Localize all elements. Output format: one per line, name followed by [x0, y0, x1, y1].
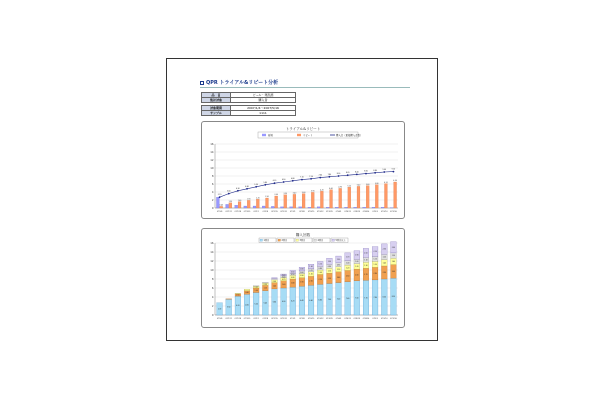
segment-data-label: 1.20: [346, 268, 350, 270]
segment-data-label: 1.10: [373, 259, 377, 261]
x-tick-label: 07/1/18: [234, 318, 242, 320]
cumulative-data-label: 6.50: [281, 180, 286, 181]
purchase-count-chart: [201, 228, 405, 328]
y-tick-label: 4: [211, 191, 214, 194]
cumulative-data-label: 8.40: [355, 172, 359, 174]
segment-data-label: 1.00: [254, 290, 258, 292]
segment-data-label: 6.40: [300, 301, 304, 303]
repeat-data-label: 3.60: [301, 192, 306, 194]
repeat-data-label: 1.60: [237, 200, 242, 202]
segment-data-label: 1.30: [364, 265, 368, 267]
trial-bar: [253, 206, 256, 208]
segment-data-label: 2.70: [217, 309, 222, 311]
segment-data-label: 4.60: [245, 305, 249, 307]
trial-bar: [280, 207, 283, 208]
stacked-segment: [262, 282, 268, 283]
legend-label: 3回目: [299, 239, 306, 242]
x-tick-label: 07/5/3: [372, 318, 378, 320]
x-tick-label: 07/3/1: [290, 318, 296, 320]
repeat-data-label: 1.90: [246, 199, 251, 201]
repeat-bar: [293, 194, 296, 208]
trial-bar: [345, 207, 348, 208]
legend-label: 新規: [268, 134, 273, 138]
cumulative-point: [310, 178, 312, 180]
chart-legend: [259, 238, 348, 243]
x-tick-label: 07/1/25: [243, 318, 251, 320]
segment-data-label: 2.20: [373, 252, 377, 254]
chart-legend: [258, 132, 362, 138]
repeat-bar: [275, 196, 278, 208]
x-tick-label: 07/1/25: [243, 211, 251, 213]
segment-data-label: 0.90: [300, 276, 304, 278]
segment-data-label: 7.70: [364, 298, 368, 300]
repeat-data-label: 6.10: [384, 182, 388, 184]
segment-data-label: 0.60: [272, 281, 277, 283]
report-title-text: QPR トライアル&リピート分析: [206, 80, 279, 86]
segment-data-label: 3.50: [227, 307, 231, 309]
segment-data-label: 0.80: [291, 277, 295, 279]
legend-swatch: [262, 134, 266, 136]
segment-data-label: 2.00: [309, 281, 313, 283]
repeat-bar: [256, 199, 259, 208]
segment-data-label: 6.80: [318, 300, 322, 302]
legend-label: 購入者（累積購入者数）: [336, 134, 363, 138]
repeat-bar: [375, 185, 378, 208]
report-page: [166, 58, 438, 341]
y-tick-label: 16: [210, 143, 214, 146]
legend-swatch: [314, 239, 317, 241]
segment-data-label: 0.60: [291, 272, 295, 274]
cumulative-point: [374, 172, 376, 174]
segment-data-label: 1.10: [336, 269, 341, 271]
segment-data-label: 2.90: [382, 273, 386, 275]
cumulative-data-label: 7.80: [327, 174, 332, 176]
stacked-segment: [272, 278, 278, 279]
cumulative-data-label: 7.10: [300, 177, 304, 179]
segment-data-label: 1.20: [263, 288, 267, 290]
x-tick-label: 07/3/1: [290, 211, 296, 213]
segment-data-label: 1.20: [382, 257, 386, 259]
report-title: [200, 79, 278, 86]
cumulative-data-label: 7.30: [309, 176, 313, 178]
cumulative-point: [228, 193, 230, 195]
y-tick-label: 0: [211, 314, 214, 317]
repeat-bar: [366, 186, 369, 208]
repeat-data-label: 3.00: [274, 195, 278, 197]
x-tick-label: 07/3/15: [307, 318, 315, 320]
y-tick-label: 12: [210, 159, 214, 162]
x-tick-label: 07/2/22: [280, 211, 287, 213]
legend-swatch: [260, 239, 263, 241]
cumulative-data-label: 8.60: [364, 171, 368, 173]
segment-data-label: 1.00: [318, 272, 322, 274]
cumulative-data-label: 2.70: [217, 195, 222, 197]
x-tick-label: 07/5/10: [381, 211, 388, 213]
stacked-segment: [272, 279, 278, 280]
segment-data-label: 1.10: [327, 271, 332, 273]
legend-label: リピート: [303, 134, 313, 138]
cumulative-point: [255, 186, 257, 188]
x-tick-label: 07/4/12: [344, 211, 351, 213]
segment-data-label: 1.00: [309, 274, 313, 276]
cumulative-point: [383, 171, 385, 173]
y-tick-label: 14: [210, 251, 214, 254]
x-tick-label: 07/2/15: [271, 318, 278, 320]
cumulative-point: [274, 182, 276, 184]
y-tick-label: 2: [211, 199, 214, 202]
chart-title: トライアル&リピート: [285, 127, 321, 131]
repeat-bar: [384, 184, 387, 208]
x-tick-label: 07/4/12: [344, 318, 351, 320]
x-tick-label: 07/4/19: [353, 211, 361, 213]
y-tick-label: 14: [210, 151, 214, 154]
x-tick-label: 07/1/11: [225, 318, 232, 320]
segment-data-label: 0.90: [327, 266, 332, 268]
cumulative-point: [301, 179, 303, 181]
segment-data-label: 7.00: [327, 299, 332, 301]
trial-bar: [335, 207, 338, 208]
segment-data-label: 7.20: [336, 299, 341, 301]
y-tick-label: 0: [211, 207, 214, 210]
x-tick-label: 07/5/16: [390, 318, 397, 320]
x-tick-label: 07/3/29: [326, 211, 333, 213]
trial-bar: [363, 207, 366, 208]
cumulative-point: [338, 175, 340, 177]
cumulative-point: [393, 171, 395, 173]
cumulative-data-label: 8.00: [336, 174, 341, 175]
segment-data-label: 7.60: [355, 298, 359, 300]
repeat-data-label: 4.60: [329, 188, 333, 190]
repeat-bar: [330, 190, 333, 208]
segment-data-label: 2.30: [382, 249, 386, 251]
x-tick-label: 07/4/26: [362, 211, 370, 213]
repeat-data-label: 2.20: [256, 198, 260, 200]
segment-data-label: 0.40: [281, 277, 286, 279]
repeat-data-label: 3.40: [292, 193, 297, 195]
repeat-data-label: 5.80: [375, 184, 379, 185]
trial-bar: [244, 206, 247, 208]
x-tick-label: 07/4/5: [335, 318, 342, 320]
info-value: 購入者: [231, 98, 296, 103]
repeat-data-label: 3.90: [310, 191, 315, 193]
cumulative-data-label: 3.60: [226, 191, 231, 193]
trial-bar: [372, 207, 375, 208]
segment-data-label: 2.00: [364, 253, 368, 255]
x-tick-label: 07/2/15: [271, 211, 278, 213]
segment-data-label: 6.60: [309, 300, 313, 302]
segment-data-label: 1.40: [391, 262, 396, 264]
segment-data-label: 6.20: [291, 301, 295, 303]
cumulative-point: [319, 177, 321, 179]
trial-bar: [308, 207, 311, 208]
segment-data-label: 0.50: [291, 274, 295, 276]
segment-data-label: 0.80: [318, 268, 322, 270]
y-tick-label: 10: [210, 269, 214, 272]
repeat-data-label: 6.50: [393, 181, 397, 183]
repeat-bar: [220, 206, 223, 208]
segment-data-label: 0.90: [336, 265, 341, 267]
segment-data-label: 0.70: [281, 279, 286, 281]
cumulative-point: [246, 188, 248, 190]
y-tick-label: 4: [211, 296, 214, 299]
trial-bar: [381, 207, 384, 208]
trial-bar: [354, 207, 357, 208]
info-key: サンプル: [202, 111, 231, 116]
repeat-data-label: 0.40: [219, 205, 224, 207]
trial-bar: [326, 207, 329, 208]
segment-data-label: 2.20: [318, 280, 322, 282]
y-tick-label: 8: [211, 278, 214, 281]
segment-data-label: 2.80: [373, 274, 377, 276]
trial-bar: [235, 205, 238, 208]
segment-data-label: 1.10: [364, 260, 368, 262]
segment-data-label: 6.00: [281, 302, 286, 304]
trial-bar: [271, 206, 274, 208]
x-tick-label: 07/1/4: [216, 211, 223, 213]
segment-data-label: 2.30: [327, 278, 332, 280]
trial-bar: [290, 207, 293, 208]
repeat-data-label: 5.40: [356, 185, 361, 187]
segment-data-label: 0.80: [300, 269, 304, 271]
repeat-data-label: 4.90: [338, 187, 342, 189]
cumulative-data-label: 5.30: [254, 184, 258, 186]
repeat-bar: [302, 194, 305, 208]
legend-label: 2回目: [281, 239, 288, 242]
x-tick-label: 07/3/22: [316, 318, 324, 320]
segment-data-label: 1.20: [391, 256, 396, 258]
legend-label: 1回目: [263, 239, 270, 242]
repeat-bar: [348, 187, 351, 208]
repeat-data-label: 5.60: [365, 184, 370, 186]
cumulative-point: [283, 181, 285, 183]
x-tick-label: 07/2/1: [253, 318, 259, 320]
repeat-data-label: 3.30: [283, 194, 288, 195]
repeat-bar: [247, 200, 250, 208]
cumulative-data-label: 8.20: [345, 173, 350, 175]
purchase-count-svg: [202, 229, 404, 327]
x-tick-label: 07/2/1: [253, 211, 259, 213]
segment-data-label: 2.60: [355, 275, 359, 277]
cumulative-point: [264, 184, 266, 186]
segment-data-label: 5.40: [263, 303, 267, 305]
x-tick-label: 07/3/15: [307, 211, 315, 213]
repeat-bar: [394, 182, 397, 208]
cumulative-data-label: 4.80: [245, 186, 249, 188]
y-tick-label: 16: [210, 242, 214, 245]
x-tick-label: 07/3/8: [299, 318, 305, 320]
cumulative-data-label: 7.60: [318, 175, 323, 177]
segment-data-label: 0.40: [281, 275, 286, 277]
x-tick-label: 07/1/4: [216, 318, 223, 320]
segment-data-label: 2.70: [364, 274, 368, 276]
x-tick-label: 07/3/22: [316, 211, 324, 213]
cumulative-point: [365, 173, 367, 175]
repeat-bar: [311, 192, 314, 208]
repeat-bar: [320, 191, 323, 208]
segment-data-label: 0.50: [236, 295, 240, 297]
info-row: [202, 111, 296, 116]
y-tick-label: 10: [210, 167, 214, 170]
info-key: 品 目: [202, 93, 231, 98]
trial-bar: [317, 207, 320, 208]
info-table: [201, 92, 296, 116]
x-tick-label: 07/5/3: [372, 211, 378, 213]
repeat-bar: [339, 188, 342, 208]
segment-data-label: 8.00: [382, 297, 386, 299]
legend-label: 5回目以上: [335, 239, 346, 242]
title-rule: [200, 87, 410, 88]
segment-data-label: 1.10: [318, 264, 322, 266]
segment-data-label: 8.20: [391, 297, 396, 299]
trial-repeat-svg: [202, 122, 404, 218]
segment-data-label: 4.20: [236, 306, 240, 308]
repeat-bar: [238, 202, 241, 208]
trial-bar: [226, 204, 229, 208]
repeat-bar: [357, 186, 360, 208]
y-tick-label: 8: [211, 175, 214, 178]
segment-data-label: 1.30: [327, 261, 332, 263]
y-tick-label: 6: [211, 183, 214, 186]
cumulative-data-label: 9.00: [382, 170, 387, 171]
x-tick-label: 07/2/8: [262, 318, 269, 320]
y-tick-label: 6: [211, 287, 214, 290]
segment-data-label: 0.40: [254, 287, 258, 289]
segment-data-label: 0.60: [300, 272, 304, 274]
segment-data-label: 0.50: [263, 284, 267, 286]
x-tick-label: 07/2/22: [280, 318, 287, 320]
cumulative-data-label: 8.80: [373, 170, 377, 172]
segment-data-label: 1.60: [281, 285, 286, 286]
segment-data-label: 5.80: [272, 302, 277, 304]
segment-data-label: 2.50: [346, 276, 350, 278]
repeat-data-label: 1.30: [228, 202, 233, 203]
trial-bar: [299, 207, 302, 208]
x-tick-label: 07/3/29: [326, 318, 333, 320]
segment-data-label: 7.40: [346, 298, 350, 300]
x-tick-label: 07/4/5: [335, 211, 342, 213]
cumulative-data-label: 6.80: [290, 178, 295, 180]
trial-bar: [262, 206, 265, 208]
stacked-segment: [244, 289, 250, 290]
cumulative-point: [328, 176, 330, 178]
info-value: ビール・発泡酒: [231, 93, 296, 98]
segment-data-label: 2.40: [336, 277, 341, 279]
segment-data-label: 1.20: [355, 267, 359, 268]
segment-data-label: 1.40: [382, 263, 386, 265]
cumulative-point: [292, 180, 294, 182]
cumulative-data-label: 4.30: [236, 188, 240, 190]
repeat-data-label: 5.20: [347, 186, 352, 188]
segment-data-label: 0.70: [309, 270, 313, 272]
legend-swatch: [332, 239, 335, 241]
legend-swatch: [296, 239, 299, 241]
segment-data-label: 1.00: [355, 262, 359, 264]
info-value: 1111: [231, 111, 296, 116]
legend-swatch: [278, 239, 281, 241]
repeat-bar: [229, 203, 232, 208]
repeat-data-label: 2.50: [265, 197, 269, 199]
segment-data-label: 1.00: [309, 267, 313, 268]
chart-title: 購入回数: [295, 233, 311, 237]
info-key: 集計対象: [202, 98, 231, 103]
cumulative-point: [356, 174, 358, 176]
cumulative-data-label: 5.80: [263, 182, 268, 184]
cumulative-data-label: 6.20: [272, 181, 277, 183]
legend-label: 4回目: [317, 239, 324, 242]
segment-data-label: 1.90: [355, 255, 359, 257]
title-square-icon: [200, 81, 204, 85]
segment-data-label: 2.50: [391, 247, 396, 249]
trial-repeat-chart: [201, 121, 405, 219]
segment-data-label: 1.70: [346, 257, 350, 259]
x-tick-label: 07/5/16: [390, 211, 397, 213]
cumulative-point: [347, 174, 349, 176]
repeat-data-label: 4.20: [320, 190, 324, 192]
repeat-bar: [284, 195, 287, 208]
segment-data-label: 1.50: [336, 260, 341, 262]
y-tick-label: 12: [210, 260, 214, 263]
info-key: 対象期間: [202, 106, 231, 111]
cumulative-point: [237, 190, 239, 192]
repeat-bar: [266, 198, 269, 208]
cumulative-point: [219, 196, 221, 198]
x-tick-label: 07/1/18: [234, 211, 242, 213]
legend-swatch: [297, 134, 301, 136]
x-tick-label: 07/3/8: [299, 211, 305, 213]
segment-data-label: 1.30: [373, 264, 377, 266]
x-tick-label: 07/2/8: [262, 211, 269, 213]
segment-data-label: 0.80: [245, 293, 249, 295]
info-value: 2007/1/4〜2007/5/16: [231, 106, 296, 111]
x-tick-label: 07/5/10: [381, 318, 388, 320]
segment-data-label: 3.00: [391, 271, 396, 273]
segment-data-label: 1.80: [291, 283, 295, 285]
segment-data-label: 7.80: [373, 298, 377, 300]
segment-data-label: 1.40: [272, 286, 277, 288]
segment-data-label: 5.00: [254, 304, 258, 306]
y-tick-label: 2: [211, 305, 214, 308]
segment-data-label: 1.90: [300, 282, 304, 284]
x-tick-label: 07/4/26: [362, 318, 370, 320]
cumulative-data-label: 9.10: [391, 169, 396, 171]
segment-data-label: 1.00: [346, 263, 350, 265]
x-tick-label: 07/4/19: [353, 318, 361, 320]
x-tick-label: 07/1/11: [225, 211, 232, 213]
